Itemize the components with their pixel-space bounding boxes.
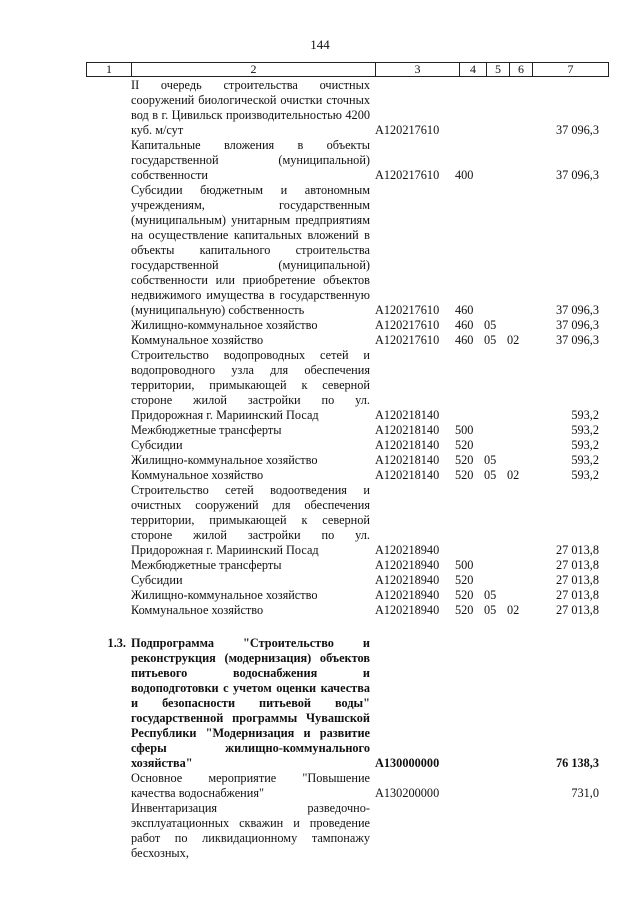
row-code: А120218940 (375, 603, 440, 617)
table-row (0, 558, 640, 573)
row-code: А130200000 (375, 786, 440, 800)
row-col4: 520 (455, 453, 474, 467)
row-col4: 520 (455, 468, 474, 482)
row-name: Субсидии (131, 438, 183, 452)
row-name: Основное мероприятие "Повышение качества водоснабжения" (131, 771, 370, 800)
row-col5: 05 (484, 468, 497, 482)
row-amount: 731,0 (571, 786, 599, 800)
row-col5: 05 (484, 333, 497, 347)
column-header-row (86, 62, 609, 77)
row-code: А120218140 (375, 468, 440, 482)
row-name: Подпрограмма "Строительство и реконструкция (модернизация) объектов питьевого водоснабжения и водоподготовки с учетом оценки качества и безопасности питьевой воды" государственной программы Чувашской Республики "Модернизация и развитие сферы жилищно-коммунального хозяйства" (131, 636, 370, 770)
table-row (0, 483, 640, 558)
row-code: А120217610 (375, 318, 440, 332)
header-col-4: 4 (460, 63, 487, 77)
row-col6: 02 (507, 468, 520, 482)
row-col5: 05 (484, 318, 497, 332)
row-number: 1.3. (107, 636, 126, 650)
row-name: Жилищно-коммунальное хозяйство (131, 588, 318, 602)
table-row (0, 78, 640, 138)
row-name: Коммунальное хозяйство (131, 468, 264, 482)
row-amount: 76 138,3 (555, 756, 599, 770)
header-col-6: 6 (510, 63, 533, 77)
table-row (0, 801, 640, 861)
row-col4: 520 (455, 588, 474, 602)
row-code: А120217610 (375, 168, 440, 182)
row-amount: 27 013,8 (555, 603, 599, 617)
row-col5: 05 (484, 588, 497, 602)
row-col6: 02 (507, 333, 520, 347)
header-col-5: 5 (487, 63, 510, 77)
row-col6: 02 (507, 603, 520, 617)
header-col-2: 2 (132, 63, 376, 77)
row-col5: 05 (484, 453, 497, 467)
row-col4: 500 (455, 558, 474, 572)
table-row (0, 468, 640, 483)
budget-table-body (0, 78, 640, 861)
row-code: А120218140 (375, 453, 440, 467)
row-amount: 37 096,3 (555, 318, 599, 332)
row-col4: 460 (455, 318, 474, 332)
row-name: Жилищно-коммунальное хозяйство (131, 453, 318, 467)
row-name: Субсидии бюджетным и автономным учреждениям, государственным (муниципальным) унитарным предприятиям на осуществление капитальных вложений в объекты капитального строительства государственной (муниципальной) собственности или приобретение объектов недвижимого имущества в государственную (муниципальную) собственность (131, 183, 370, 317)
row-spacer (0, 618, 640, 636)
row-col4: 460 (455, 333, 474, 347)
row-amount: 37 096,3 (555, 168, 599, 182)
row-code: А120217610 (375, 333, 440, 347)
row-name: Жилищно-коммунальное хозяйство (131, 318, 318, 332)
row-code: А120218940 (375, 588, 440, 602)
table-row (0, 771, 640, 801)
row-name: Коммунальное хозяйство (131, 603, 264, 617)
row-amount: 593,2 (571, 468, 599, 482)
row-col4: 460 (455, 303, 474, 317)
table-row (0, 183, 640, 318)
row-amount: 37 096,3 (555, 333, 599, 347)
header-col-3: 3 (376, 63, 460, 77)
row-amount: 593,2 (571, 408, 599, 422)
row-amount: 37 096,3 (555, 123, 599, 137)
row-code: А120218940 (375, 558, 440, 572)
row-col4: 520 (455, 603, 474, 617)
row-code: А120218140 (375, 438, 440, 452)
page-number: 144 (310, 37, 330, 52)
table-row (0, 423, 640, 438)
row-code: А130000000 (375, 756, 440, 770)
row-name: Инвентаризация разведочно-эксплуатационных скважин и проведение работ по ликвидационному тампонажу бесхозных, (131, 801, 370, 860)
row-code: А120218140 (375, 423, 440, 437)
row-name: Строительство сетей водоотведения и очистных сооружений для обеспечения территории, примыкающей к северной стороне жилой застройки по ул. Придорожная г. Мариинский Посад (131, 483, 370, 557)
row-col4: 400 (455, 168, 474, 182)
table-row (0, 438, 640, 453)
table-row (0, 588, 640, 603)
row-amount: 593,2 (571, 438, 599, 452)
table-row (0, 138, 640, 183)
row-col4: 500 (455, 423, 474, 437)
table-row (0, 453, 640, 468)
table-row (0, 318, 640, 333)
row-name: Межбюджетные трансферты (131, 558, 282, 572)
row-amount: 27 013,8 (555, 573, 599, 587)
row-code: А120217610 (375, 123, 440, 137)
table-row (0, 573, 640, 588)
header-col-7: 7 (533, 63, 609, 77)
row-name: II очередь строительства очистных сооружений биологической очистки сточных вод в г. Цивильск производительностью 4200 куб. м/сут (131, 78, 370, 137)
table-row (0, 636, 640, 771)
row-name: Субсидии (131, 573, 183, 587)
row-col4: 520 (455, 573, 474, 587)
row-name: Межбюджетные трансферты (131, 423, 282, 437)
row-amount: 37 096,3 (555, 303, 599, 317)
row-amount: 593,2 (571, 453, 599, 467)
header-col-1: 1 (87, 63, 132, 77)
row-col5: 05 (484, 603, 497, 617)
row-code: А120218940 (375, 543, 440, 557)
row-code: А120218940 (375, 573, 440, 587)
row-amount: 27 013,8 (555, 588, 599, 602)
table-row (0, 348, 640, 423)
row-col4: 520 (455, 438, 474, 452)
row-code: А120217610 (375, 303, 440, 317)
row-amount: 27 013,8 (555, 558, 599, 572)
row-code: А120218140 (375, 408, 440, 422)
row-name: Коммунальное хозяйство (131, 333, 264, 347)
table-row (0, 333, 640, 348)
row-amount: 27 013,8 (555, 543, 599, 557)
row-name: Строительство водопроводных сетей и водопроводного узла для обеспечения территории, примыкающей к северной стороне жилой застройки по ул. Придорожная г. Мариинский Посад (131, 348, 370, 422)
row-name: Капитальные вложения в объекты государственной (муниципальной) собственности (131, 138, 370, 182)
row-amount: 593,2 (571, 423, 599, 437)
table-row (0, 603, 640, 618)
